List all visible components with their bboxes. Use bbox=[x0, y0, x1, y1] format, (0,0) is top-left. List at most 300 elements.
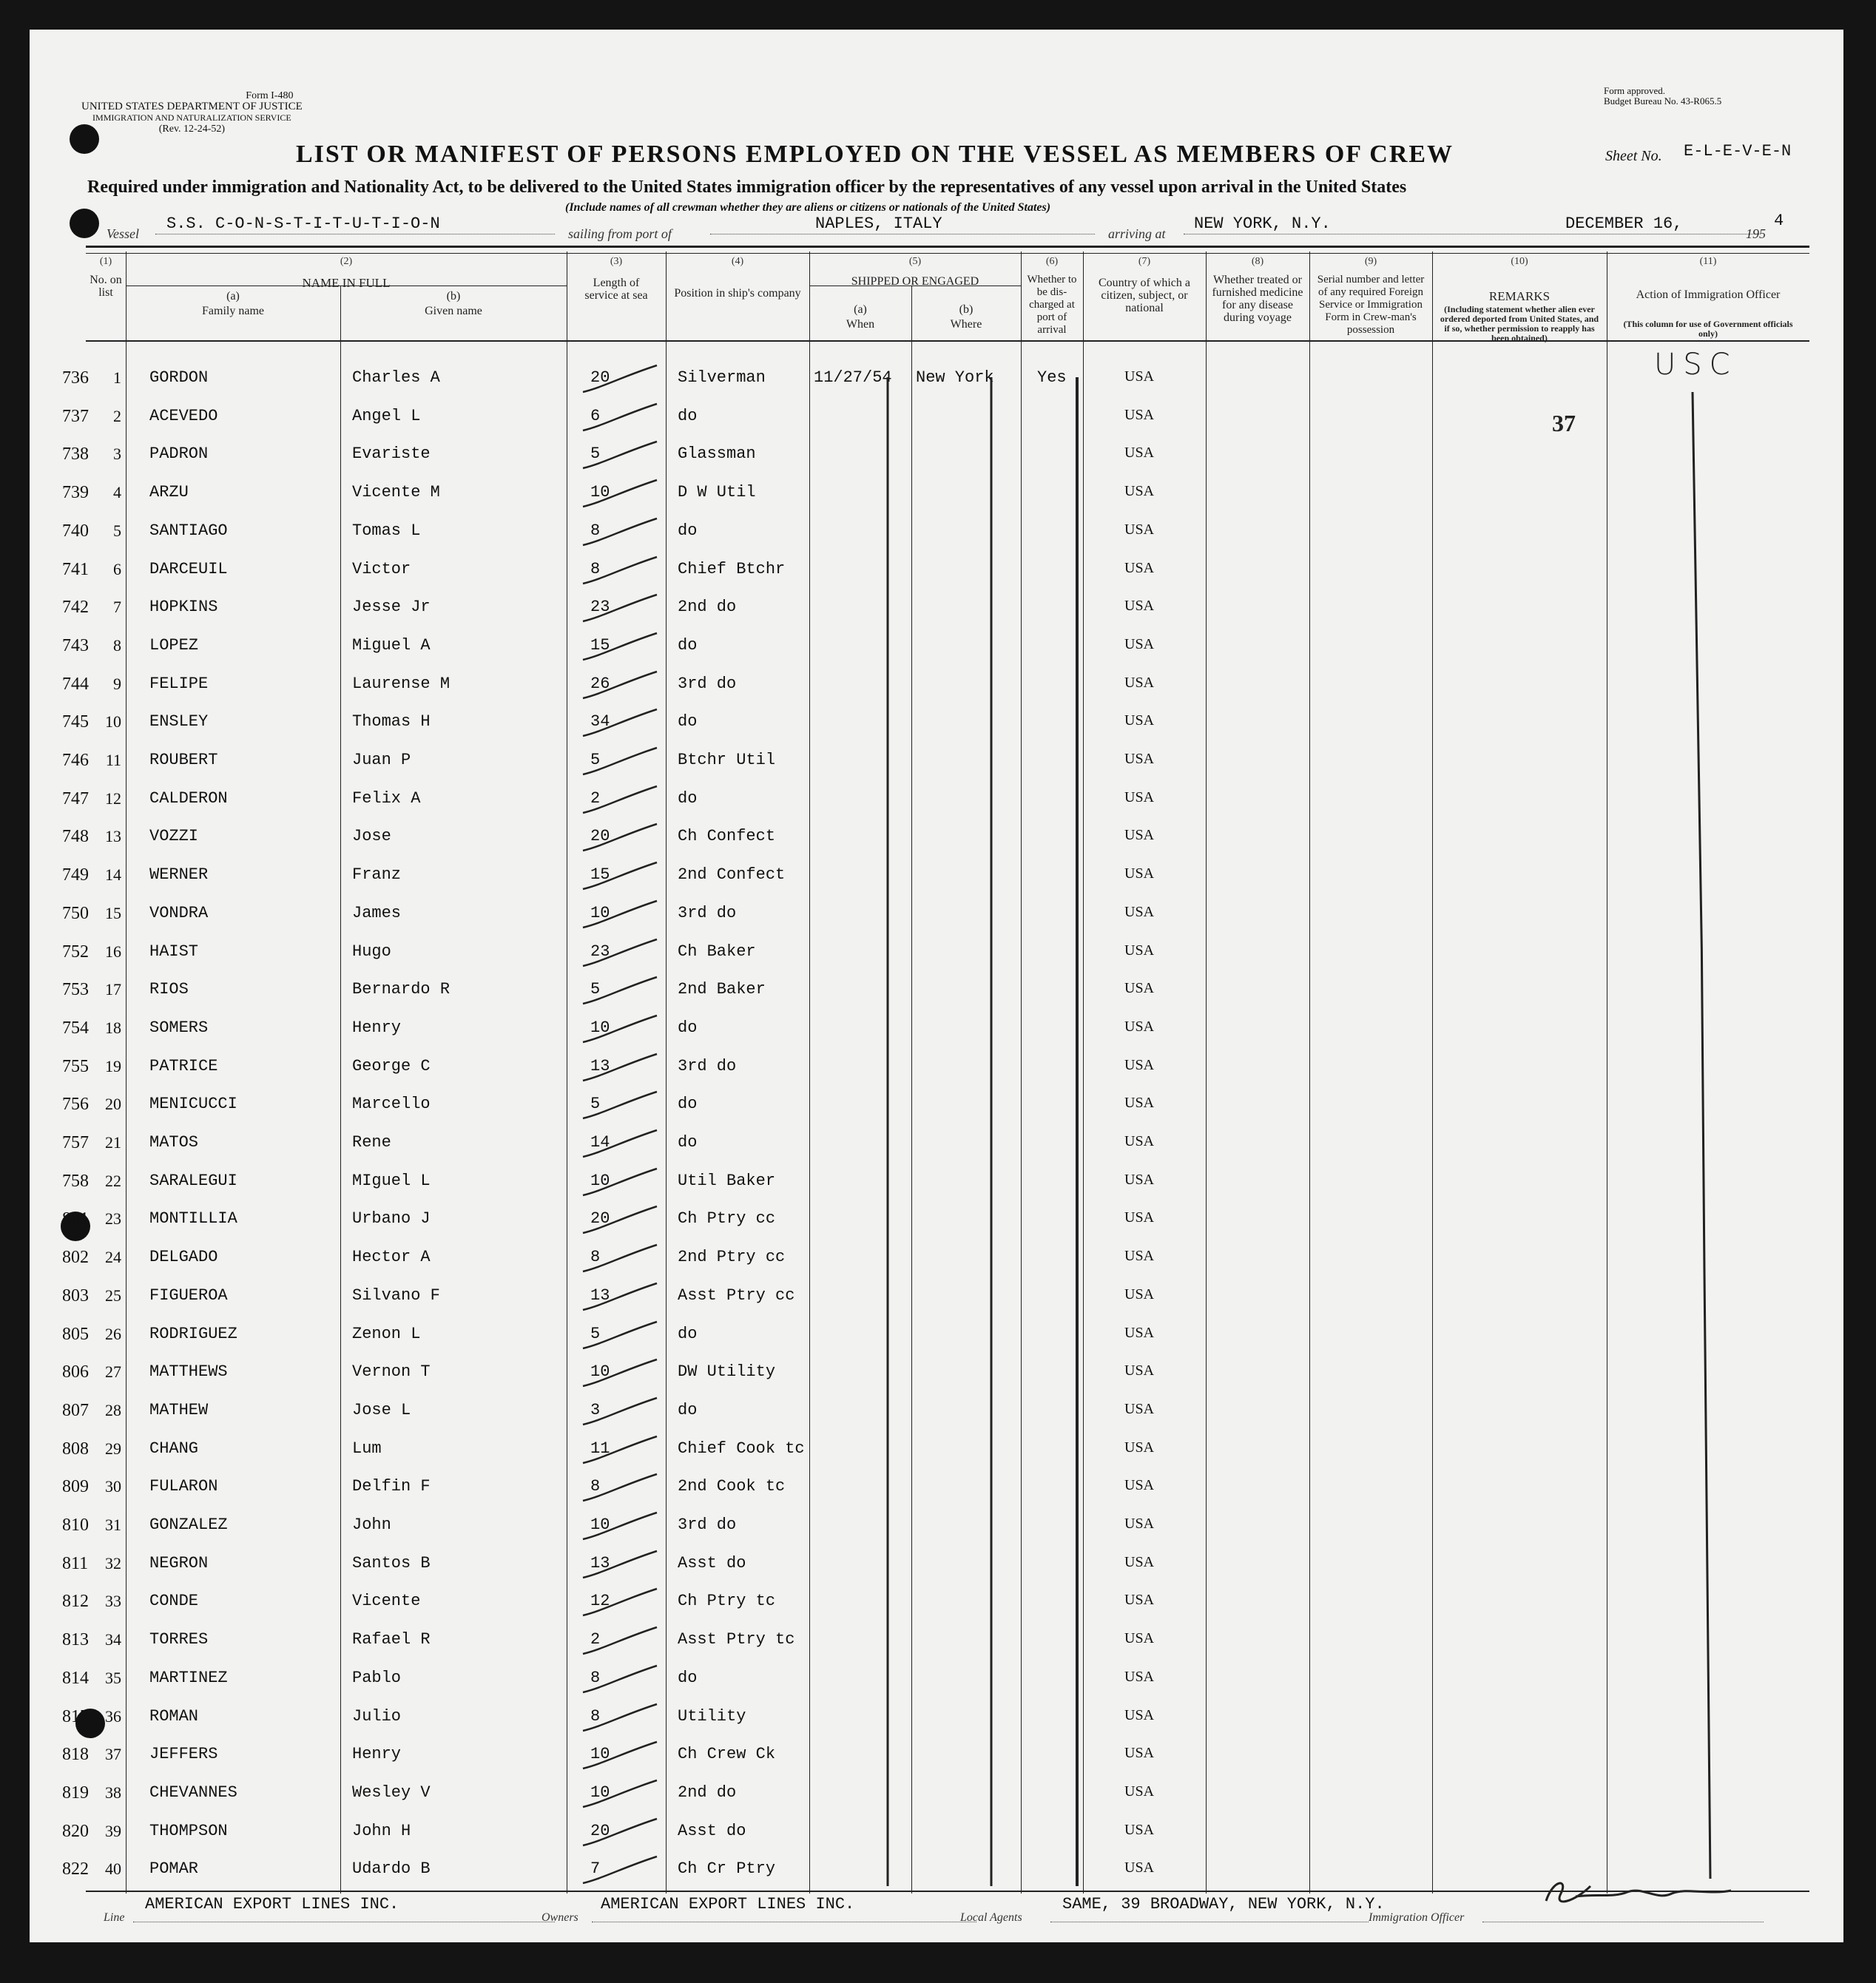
row-position: 2nd Confect bbox=[678, 865, 786, 884]
service-strike-mark bbox=[580, 1203, 661, 1237]
row-position: Ch Baker bbox=[678, 942, 756, 961]
row-given-name: Wesley V bbox=[352, 1783, 431, 1802]
row-family-name: RIOS bbox=[149, 980, 189, 999]
form-number: Form I-480 bbox=[246, 90, 294, 101]
row-country: USA bbox=[1124, 1554, 1155, 1570]
row-ref-number: 820 bbox=[62, 1822, 89, 1841]
row-country: USA bbox=[1124, 407, 1155, 423]
col-2a-header: Family name bbox=[202, 305, 264, 317]
row-given-name: Delfin F bbox=[352, 1477, 431, 1496]
row-family-name: MARTINEZ bbox=[149, 1669, 228, 1687]
row-country: USA bbox=[1124, 1172, 1155, 1188]
footer-owners-label: Owners bbox=[541, 1911, 578, 1924]
row-ref-number: 757 bbox=[62, 1133, 89, 1152]
row-family-name: CONDE bbox=[149, 1592, 199, 1610]
row-ref-number: 805 bbox=[62, 1325, 89, 1344]
row-service-length: 15 bbox=[590, 865, 610, 884]
row-position: DW Utility bbox=[678, 1362, 776, 1381]
row-position: Utility bbox=[678, 1707, 746, 1726]
service-strike-mark bbox=[580, 669, 661, 703]
row-list-number: 29 bbox=[105, 1439, 121, 1458]
row-shipped-when: 11/27/54 bbox=[814, 368, 892, 387]
vessel-name: S.S. C-O-N-S-T-I-T-U-T-I-O-N bbox=[166, 214, 440, 233]
service-strike-mark bbox=[580, 1319, 661, 1353]
row-list-number: 6 bbox=[113, 560, 121, 578]
row-country: USA bbox=[1124, 1477, 1155, 1493]
row-list-number: 4 bbox=[113, 483, 121, 501]
row-service-length: 14 bbox=[590, 1133, 610, 1152]
row-list-number: 7 bbox=[113, 598, 121, 616]
row-service-length: 10 bbox=[590, 1745, 610, 1763]
arriving-label: arriving at bbox=[1108, 226, 1166, 241]
row-given-name: Julio bbox=[352, 1707, 402, 1726]
row-family-name: CHEVANNES bbox=[149, 1783, 237, 1802]
row-country: USA bbox=[1124, 1707, 1155, 1723]
row-position: do bbox=[678, 1018, 698, 1037]
row-position: do bbox=[678, 407, 698, 425]
officer-handwritten-mark: USC bbox=[1654, 348, 1738, 382]
row-country: USA bbox=[1124, 675, 1155, 691]
row-family-name: SANTIAGO bbox=[149, 521, 228, 540]
row-family-name: MENICUCCI bbox=[149, 1095, 237, 1113]
officer-vertical-stroke bbox=[1687, 385, 1738, 1886]
row-given-name: Rafael R bbox=[352, 1630, 431, 1649]
col-10-header: REMARKS bbox=[1488, 289, 1551, 303]
row-country: USA bbox=[1124, 445, 1155, 461]
row-service-length: 10 bbox=[590, 483, 610, 501]
row-list-number: 11 bbox=[105, 751, 121, 769]
row-country: USA bbox=[1124, 1745, 1155, 1761]
sheet-label: Sheet No. bbox=[1605, 148, 1662, 164]
row-position: do bbox=[678, 1669, 698, 1687]
row-list-number: 30 bbox=[105, 1477, 121, 1496]
row-list-number: 13 bbox=[105, 827, 121, 845]
row-list-number: 22 bbox=[105, 1172, 121, 1190]
row-position: do bbox=[678, 521, 698, 540]
row-country: USA bbox=[1124, 636, 1155, 652]
service-strike-mark bbox=[580, 1357, 661, 1391]
row-position: 2nd do bbox=[678, 1783, 737, 1802]
row-ref-number: 807 bbox=[62, 1401, 89, 1420]
row-ref-number: 741 bbox=[62, 560, 89, 579]
row-list-number: 26 bbox=[105, 1325, 121, 1343]
service-strike-mark bbox=[580, 477, 661, 511]
row-country: USA bbox=[1124, 1325, 1155, 1341]
service-strike-mark bbox=[580, 1624, 661, 1658]
row-service-length: 5 bbox=[590, 751, 601, 769]
row-given-name: Felix A bbox=[352, 789, 421, 808]
row-service-length: 8 bbox=[590, 1707, 601, 1726]
year-suffix: 4 bbox=[1774, 212, 1784, 230]
row-ref-number: 814 bbox=[62, 1669, 89, 1688]
row-position: do bbox=[678, 1325, 698, 1343]
include-note: (Include names of all crewman whether they are aliens or citizens or nationals of the United States) bbox=[565, 201, 1051, 214]
row-service-length: 10 bbox=[590, 1516, 610, 1534]
row-position: Asst Ptry cc bbox=[678, 1286, 795, 1305]
service-strike-mark bbox=[580, 745, 661, 779]
col-5-header: SHIPPED OR ENGAGED bbox=[851, 275, 979, 288]
row-family-name: PADRON bbox=[149, 445, 209, 463]
port-from: NAPLES, ITALY bbox=[815, 214, 942, 233]
row-ref-number: 755 bbox=[62, 1057, 89, 1076]
row-list-number: 1 bbox=[113, 368, 121, 387]
row-service-length: 2 bbox=[590, 789, 601, 808]
service-strike-mark bbox=[580, 401, 661, 435]
col-11-header: Action of Immigration Officer bbox=[1636, 288, 1781, 301]
arrival-date: DECEMBER 16, bbox=[1565, 214, 1683, 233]
footer-agents-label: Local Agents bbox=[960, 1911, 1022, 1924]
row-service-length: 10 bbox=[590, 904, 610, 922]
service-strike-mark bbox=[580, 859, 661, 893]
row-list-number: 12 bbox=[105, 789, 121, 808]
ditto-lines bbox=[858, 377, 1095, 1894]
service-strike-mark bbox=[580, 1242, 661, 1276]
row-ref-number: 808 bbox=[62, 1439, 89, 1459]
row-service-length: 7 bbox=[590, 1859, 601, 1878]
footer-agents: SAME, 39 BROADWAY, NEW YORK, N.Y. bbox=[1062, 1895, 1385, 1913]
row-service-length: 8 bbox=[590, 1669, 601, 1687]
row-service-length: 8 bbox=[590, 560, 601, 578]
row-list-number: 16 bbox=[105, 942, 121, 961]
row-family-name: PATRICE bbox=[149, 1057, 218, 1075]
year-prefix: 195 bbox=[1746, 226, 1766, 241]
row-family-name: CHANG bbox=[149, 1439, 199, 1458]
row-family-name: FELIPE bbox=[149, 675, 209, 693]
row-list-number: 15 bbox=[105, 904, 121, 922]
row-service-length: 12 bbox=[590, 1592, 610, 1610]
row-ref-number: 809 bbox=[62, 1477, 89, 1496]
revision: (Rev. 12-24-52) bbox=[158, 124, 226, 135]
row-discharged: Yes bbox=[1037, 368, 1067, 387]
row-given-name: Pablo bbox=[352, 1669, 402, 1687]
row-service-length: 3 bbox=[590, 1401, 601, 1419]
row-position: Chief Btchr bbox=[678, 560, 786, 578]
row-list-number: 10 bbox=[105, 712, 121, 731]
row-service-length: 5 bbox=[590, 1095, 601, 1113]
col-3-header: Length of service at sea bbox=[584, 277, 648, 302]
row-given-name: Lum bbox=[352, 1439, 382, 1458]
row-list-number: 38 bbox=[105, 1783, 121, 1802]
service-strike-mark bbox=[580, 1280, 661, 1314]
remarks-count: 37 bbox=[1552, 410, 1576, 436]
row-position: Ch Ptry tc bbox=[678, 1592, 776, 1610]
row-country: USA bbox=[1124, 1669, 1155, 1685]
row-country: USA bbox=[1124, 1439, 1155, 1456]
row-family-name: THOMPSON bbox=[149, 1822, 228, 1840]
row-service-length: 20 bbox=[590, 827, 610, 845]
row-ref-number: 743 bbox=[62, 636, 89, 655]
row-given-name: Zenon L bbox=[352, 1325, 421, 1343]
row-family-name: GORDON bbox=[149, 368, 209, 387]
row-list-number: 21 bbox=[105, 1133, 121, 1152]
row-family-name: ENSLEY bbox=[149, 712, 209, 731]
row-given-name: Jose bbox=[352, 827, 391, 845]
row-country: USA bbox=[1124, 598, 1155, 614]
row-country: USA bbox=[1124, 1783, 1155, 1800]
row-list-number: 31 bbox=[105, 1516, 121, 1534]
row-country: USA bbox=[1124, 865, 1155, 882]
row-given-name: James bbox=[352, 904, 402, 922]
col-3-number: (3) bbox=[610, 256, 623, 267]
row-list-number: 32 bbox=[105, 1554, 121, 1572]
row-family-name: JEFFERS bbox=[149, 1745, 218, 1763]
row-ref-number: 803 bbox=[62, 1286, 89, 1305]
row-position: 2nd Baker bbox=[678, 980, 766, 999]
service-strike-mark bbox=[580, 1586, 661, 1620]
row-family-name: FULARON bbox=[149, 1477, 218, 1496]
row-position: 2nd do bbox=[678, 598, 737, 616]
service-strike-mark bbox=[580, 630, 661, 664]
sheet-number: E-L-E-V-E-N bbox=[1684, 142, 1792, 161]
row-position: Chief Cook tc bbox=[678, 1439, 805, 1458]
col-1-number: (1) bbox=[99, 256, 112, 267]
row-family-name: ROUBERT bbox=[149, 751, 218, 769]
row-given-name: Hugo bbox=[352, 942, 391, 961]
row-given-name: Victor bbox=[352, 560, 411, 578]
col-7-header: Country of which a citizen, subject, or national bbox=[1099, 277, 1190, 314]
row-position: Util Baker bbox=[678, 1172, 776, 1190]
row-list-number: 36 bbox=[105, 1707, 121, 1726]
row-family-name: NEGRON bbox=[149, 1554, 209, 1572]
service-strike-mark bbox=[580, 1510, 661, 1544]
col-9-header: Serial number and letter of any required Foreign Service or Immigration Form in Crew-man's possession bbox=[1317, 274, 1425, 336]
row-list-number: 2 bbox=[113, 407, 121, 425]
row-family-name: MONTILLIA bbox=[149, 1209, 237, 1228]
row-list-number: 35 bbox=[105, 1669, 121, 1687]
row-service-length: 20 bbox=[590, 1209, 610, 1228]
row-given-name: Thomas H bbox=[352, 712, 431, 731]
service-strike-mark bbox=[580, 1089, 661, 1123]
service-strike-mark bbox=[580, 1051, 661, 1085]
row-given-name: MIguel L bbox=[352, 1172, 431, 1190]
row-country: USA bbox=[1124, 521, 1155, 538]
footer-officer-label: Immigration Officer bbox=[1369, 1911, 1465, 1924]
row-ref-number: 738 bbox=[62, 445, 89, 464]
page-title: LIST OR MANIFEST OF PERSONS EMPLOYED ON THE VESSEL AS MEMBERS OF CREW bbox=[296, 141, 1454, 168]
service-strike-mark bbox=[580, 1854, 661, 1888]
service-strike-mark bbox=[580, 592, 661, 626]
row-ref-number: 749 bbox=[62, 865, 89, 885]
col-9-number: (9) bbox=[1364, 256, 1377, 267]
col-4-header: Position in ship's company bbox=[674, 287, 801, 300]
service-strike-mark bbox=[580, 1471, 661, 1505]
row-position: Silverman bbox=[678, 368, 766, 387]
row-family-name: GONZALEZ bbox=[149, 1516, 228, 1534]
col-8-header: Whether treated or furnished medicine for any disease during voyage bbox=[1212, 274, 1303, 324]
row-shipped-where: New York bbox=[916, 368, 994, 387]
row-list-number: 23 bbox=[105, 1209, 121, 1228]
service-strike-mark bbox=[580, 516, 661, 550]
row-service-length: 8 bbox=[590, 1248, 601, 1266]
service-strike-mark bbox=[580, 898, 661, 932]
col-10-number: (10) bbox=[1511, 256, 1528, 267]
row-position: Ch Cr Ptry bbox=[678, 1859, 776, 1878]
row-family-name: WERNER bbox=[149, 865, 209, 884]
col-4-number: (4) bbox=[731, 256, 744, 267]
row-ref-number: 736 bbox=[62, 368, 89, 388]
row-service-length: 13 bbox=[590, 1554, 610, 1572]
service-strike-mark bbox=[580, 821, 661, 855]
row-country: USA bbox=[1124, 789, 1155, 805]
row-list-number: 8 bbox=[113, 636, 121, 655]
col-7-number: (7) bbox=[1138, 256, 1151, 267]
row-family-name: ARZU bbox=[149, 483, 189, 501]
row-family-name: MATTHEWS bbox=[149, 1362, 228, 1381]
row-given-name: Jesse Jr bbox=[352, 598, 431, 616]
footer-line: AMERICAN EXPORT LINES INC. bbox=[145, 1895, 399, 1913]
row-country: USA bbox=[1124, 368, 1155, 385]
row-ref-number: 801 bbox=[62, 1209, 89, 1229]
row-position: Ch Crew Ck bbox=[678, 1745, 776, 1763]
row-list-number: 9 bbox=[113, 675, 121, 693]
service-strike-mark bbox=[580, 936, 661, 970]
service-strike-mark bbox=[580, 783, 661, 817]
service-strike-mark bbox=[580, 362, 661, 396]
row-country: USA bbox=[1124, 1592, 1155, 1608]
row-family-name: HOPKINS bbox=[149, 598, 218, 616]
row-country: USA bbox=[1124, 1057, 1155, 1073]
row-given-name: Vicente bbox=[352, 1592, 421, 1610]
row-position: Glassman bbox=[678, 445, 756, 463]
row-position: Asst Ptry tc bbox=[678, 1630, 795, 1649]
service-strike-mark bbox=[580, 1701, 661, 1735]
col-5a-number: (a) bbox=[854, 303, 867, 316]
row-position: do bbox=[678, 712, 698, 731]
col-11-note: (This column for use of Government officials only) bbox=[1623, 319, 1793, 339]
row-given-name: Miguel A bbox=[352, 636, 431, 655]
row-list-number: 3 bbox=[113, 445, 121, 463]
row-ref-number: 740 bbox=[62, 521, 89, 541]
row-ref-number: 750 bbox=[62, 904, 89, 923]
service-strike-mark bbox=[580, 1127, 661, 1161]
row-ref-number: 744 bbox=[62, 675, 89, 694]
manifest-document bbox=[30, 30, 1843, 1942]
row-given-name: Tomas L bbox=[352, 521, 421, 540]
col-11-number: (11) bbox=[1699, 256, 1717, 267]
row-given-name: Silvano F bbox=[352, 1286, 440, 1305]
row-family-name: ACEVEDO bbox=[149, 407, 218, 425]
row-given-name: Hector A bbox=[352, 1248, 431, 1266]
row-position: do bbox=[678, 1095, 698, 1113]
row-service-length: 15 bbox=[590, 636, 610, 655]
col-6-number: (6) bbox=[1045, 256, 1059, 267]
row-list-number: 40 bbox=[105, 1859, 121, 1878]
row-given-name: Charles A bbox=[352, 368, 440, 387]
row-position: do bbox=[678, 636, 698, 655]
col-2-header: NAME IN FULL bbox=[302, 276, 391, 290]
row-family-name: FIGUEROA bbox=[149, 1286, 228, 1305]
row-given-name: Vernon T bbox=[352, 1362, 431, 1381]
col-5a-header: When bbox=[846, 318, 875, 331]
row-position: Asst do bbox=[678, 1822, 746, 1840]
row-family-name: MATHEW bbox=[149, 1401, 209, 1419]
row-given-name: Franz bbox=[352, 865, 402, 884]
row-service-length: 13 bbox=[590, 1286, 610, 1305]
row-ref-number: 739 bbox=[62, 483, 89, 502]
row-country: USA bbox=[1124, 1516, 1155, 1532]
service-strike-mark bbox=[580, 1013, 661, 1047]
row-service-length: 10 bbox=[590, 1783, 610, 1802]
col-2b-header: Given name bbox=[425, 305, 482, 317]
row-list-number: 17 bbox=[105, 980, 121, 999]
row-given-name: Vicente M bbox=[352, 483, 440, 501]
row-ref-number: 745 bbox=[62, 712, 89, 732]
budget-bureau: Budget Bureau No. 43-R065.5 bbox=[1604, 95, 1722, 107]
approved-line: Form approved. bbox=[1604, 85, 1666, 96]
sailing-label: sailing from port of bbox=[568, 226, 672, 241]
row-service-length: 5 bbox=[590, 445, 601, 463]
row-country: USA bbox=[1124, 1133, 1155, 1149]
row-given-name: Henry bbox=[352, 1018, 402, 1037]
service-strike-mark bbox=[580, 1777, 661, 1811]
row-ref-number: 806 bbox=[62, 1362, 89, 1382]
service-strike-mark bbox=[580, 1663, 661, 1697]
row-family-name: CALDERON bbox=[149, 789, 228, 808]
row-list-number: 19 bbox=[105, 1057, 121, 1075]
row-service-length: 20 bbox=[590, 368, 610, 387]
col-5b-number: (b) bbox=[959, 303, 974, 316]
row-position: 2nd Ptry cc bbox=[678, 1248, 786, 1266]
row-list-number: 39 bbox=[105, 1822, 121, 1840]
row-given-name: Rene bbox=[352, 1133, 391, 1152]
col-10-note: (Including statement whether alien ever ordered deported from United States, and if so, whether permission to reapply has been obtained) bbox=[1440, 304, 1599, 343]
department: UNITED STATES DEPARTMENT OF JUSTICE bbox=[81, 101, 303, 112]
row-list-number: 33 bbox=[105, 1592, 121, 1610]
row-ref-number: 746 bbox=[62, 751, 89, 770]
row-family-name: POMAR bbox=[149, 1859, 199, 1878]
col-2a-number: (a) bbox=[226, 290, 240, 303]
row-given-name: Urbano J bbox=[352, 1209, 431, 1228]
row-family-name: SOMERS bbox=[149, 1018, 209, 1037]
row-family-name: TORRES bbox=[149, 1630, 209, 1649]
row-country: USA bbox=[1124, 751, 1155, 767]
col-2-number: (2) bbox=[340, 256, 353, 267]
row-country: USA bbox=[1124, 483, 1155, 499]
row-service-length: 11 bbox=[590, 1439, 610, 1458]
row-position: do bbox=[678, 789, 698, 808]
row-country: USA bbox=[1124, 1286, 1155, 1303]
service-strike-mark bbox=[580, 439, 661, 473]
subtitle: Required under immigration and Nationality Act, to be delivered to the United States immigration officer by the representatives of any vessel upon arrival in the United States bbox=[87, 178, 1407, 197]
row-list-number: 37 bbox=[105, 1745, 121, 1763]
row-service-length: 10 bbox=[590, 1018, 610, 1037]
row-country: USA bbox=[1124, 1859, 1155, 1876]
row-position: 2nd Cook tc bbox=[678, 1477, 786, 1496]
row-country: USA bbox=[1124, 1630, 1155, 1646]
row-ref-number: 752 bbox=[62, 942, 89, 962]
row-ref-number: 756 bbox=[62, 1095, 89, 1114]
row-ref-number: 737 bbox=[62, 407, 89, 426]
service-strike-mark bbox=[580, 1548, 661, 1582]
row-given-name: Laurense M bbox=[352, 675, 451, 693]
row-ref-number: 748 bbox=[62, 827, 89, 846]
row-position: 3rd do bbox=[678, 1516, 737, 1534]
row-given-name: Angel L bbox=[352, 407, 421, 425]
row-given-name: Juan P bbox=[352, 751, 411, 769]
row-service-length: 8 bbox=[590, 521, 601, 540]
row-country: USA bbox=[1124, 1822, 1155, 1838]
row-family-name: SARALEGUI bbox=[149, 1172, 237, 1190]
row-country: USA bbox=[1124, 1095, 1155, 1111]
row-given-name: Bernardo R bbox=[352, 980, 451, 999]
row-country: USA bbox=[1124, 827, 1155, 843]
punch-hole bbox=[70, 209, 99, 238]
row-list-number: 20 bbox=[105, 1095, 121, 1113]
row-ref-number: 822 bbox=[62, 1859, 89, 1879]
row-list-number: 18 bbox=[105, 1018, 121, 1037]
row-family-name: HAIST bbox=[149, 942, 199, 961]
row-service-length: 23 bbox=[590, 942, 610, 961]
